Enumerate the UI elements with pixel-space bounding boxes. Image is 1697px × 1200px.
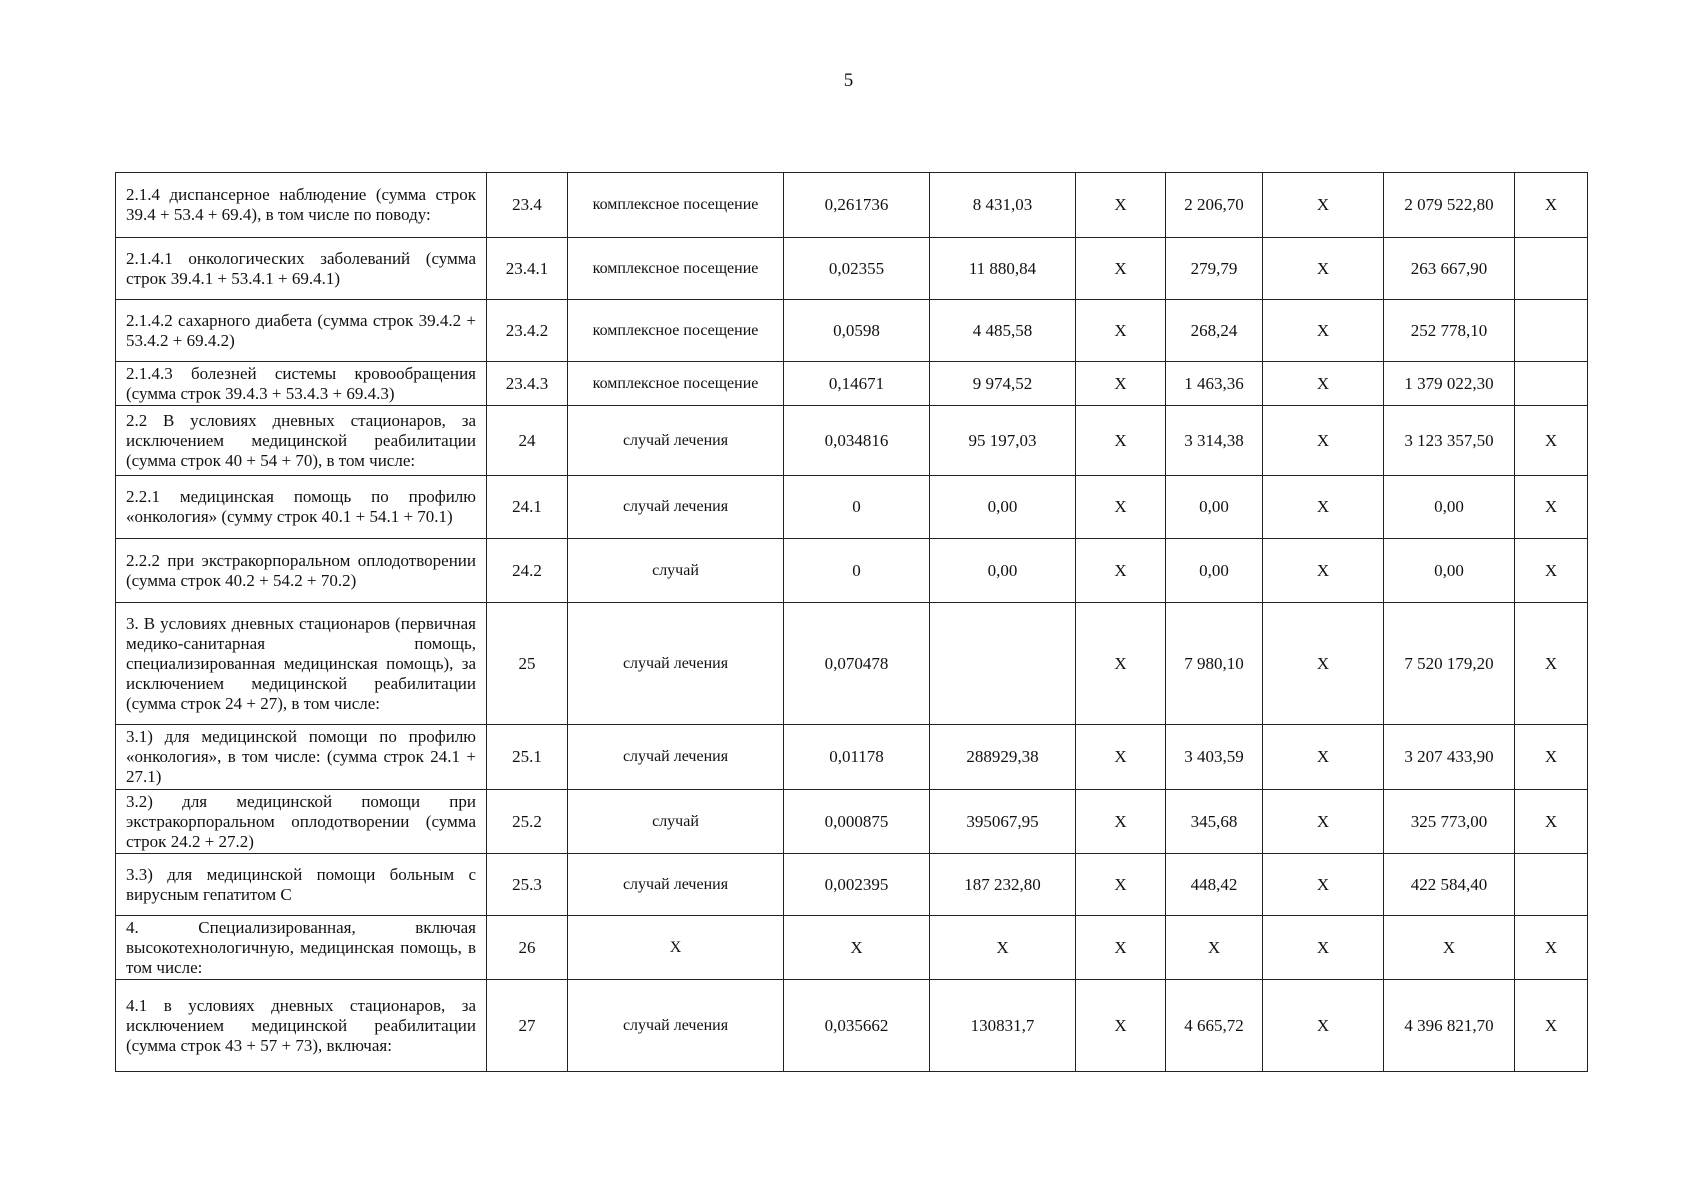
row-total: 3 207 433,90	[1384, 725, 1515, 790]
row-per-capita: 7 980,10	[1166, 603, 1263, 725]
row-total: 252 778,10	[1384, 300, 1515, 362]
row-col-10: Х	[1515, 406, 1588, 476]
row-col-6: Х	[1076, 300, 1166, 362]
row-description: 2.1.4 диспансерное наблюдение (сумма строк 39.4 + 53.4 + 69.4), в том числе по поводу:	[116, 173, 487, 238]
table-row	[116, 300, 1588, 362]
table-row	[116, 406, 1588, 476]
row-code: 25.2	[487, 790, 568, 854]
row-code: 23.4.3	[487, 362, 568, 406]
row-volume-norm: 0,070478	[784, 603, 930, 725]
row-col-8: Х	[1263, 980, 1384, 1072]
row-col-8: Х	[1263, 362, 1384, 406]
row-code: 26	[487, 916, 568, 980]
table-row	[116, 476, 1588, 539]
row-col-10: Х	[1515, 790, 1588, 854]
row-code: 24.2	[487, 539, 568, 603]
row-col-8: Х	[1263, 916, 1384, 980]
row-col-8: Х	[1263, 790, 1384, 854]
row-unit: случай лечения	[568, 980, 784, 1072]
row-per-capita: 0,00	[1166, 539, 1263, 603]
row-total: 0,00	[1384, 539, 1515, 603]
row-unit: случай	[568, 790, 784, 854]
row-volume-norm: 0,034816	[784, 406, 930, 476]
row-col-6: Х	[1076, 406, 1166, 476]
row-unit: Х	[568, 916, 784, 980]
row-unit: комплексное посещение	[568, 362, 784, 406]
row-cost-norm: 0,00	[930, 476, 1076, 539]
row-col-6: Х	[1076, 725, 1166, 790]
row-description: 2.2 В условиях дневных стационаров, за исключением медицинской реабилитации (сумма строк 40 + 54 + 70), в том числе:	[116, 406, 487, 476]
row-col-6: Х	[1076, 476, 1166, 539]
table-row	[116, 539, 1588, 603]
table-row	[116, 362, 1588, 406]
row-volume-norm: 0	[784, 476, 930, 539]
row-code: 24.1	[487, 476, 568, 539]
row-description: 3.1) для медицинской помощи по профилю «онкология», в том числе: (сумма строк 24.1 + 27.1)	[116, 725, 487, 790]
row-col-10: Х	[1515, 725, 1588, 790]
row-cost-norm: 130831,7	[930, 980, 1076, 1072]
row-cost-norm: 0,00	[930, 539, 1076, 603]
table-row	[116, 854, 1588, 916]
row-total: 3 123 357,50	[1384, 406, 1515, 476]
row-col-8: Х	[1263, 725, 1384, 790]
row-unit: случай	[568, 539, 784, 603]
row-description: 4. Специализированная, включая высокотехнологичную, медицинская помощь, в том числе:	[116, 916, 487, 980]
row-col-6: Х	[1076, 980, 1166, 1072]
row-cost-norm: 288929,38	[930, 725, 1076, 790]
row-per-capita: 268,24	[1166, 300, 1263, 362]
row-code: 27	[487, 980, 568, 1072]
row-total: 0,00	[1384, 476, 1515, 539]
row-volume-norm: 0,035662	[784, 980, 930, 1072]
row-volume-norm: 0,02355	[784, 238, 930, 300]
row-cost-norm: Х	[930, 916, 1076, 980]
row-per-capita: 4 665,72	[1166, 980, 1263, 1072]
row-code: 24	[487, 406, 568, 476]
table-row	[116, 725, 1588, 790]
row-col-6: Х	[1076, 238, 1166, 300]
row-unit: случай лечения	[568, 603, 784, 725]
row-description: 2.1.4.2 сахарного диабета (сумма строк 39.4.2 + 53.4.2 + 69.4.2)	[116, 300, 487, 362]
row-description: 2.1.4.1 онкологических заболеваний (сумма строк 39.4.1 + 53.4.1 + 69.4.1)	[116, 238, 487, 300]
row-col-8: Х	[1263, 854, 1384, 916]
row-per-capita: 2 206,70	[1166, 173, 1263, 238]
row-col-10: Х	[1515, 173, 1588, 238]
row-cost-norm: 95 197,03	[930, 406, 1076, 476]
row-col-8: Х	[1263, 539, 1384, 603]
table-row	[116, 980, 1588, 1072]
row-cost-norm: 395067,95	[930, 790, 1076, 854]
row-volume-norm: 0,0598	[784, 300, 930, 362]
row-unit: случай лечения	[568, 476, 784, 539]
row-description: 3. В условиях дневных стационаров (первичная медико-санитарная помощь, специализированная медицинская помощь), за исключением медицинской реабилитации (сумма строк 24 + 27), в том числе:	[116, 603, 487, 725]
row-code: 25.3	[487, 854, 568, 916]
row-total: 2 079 522,80	[1384, 173, 1515, 238]
row-col-8: Х	[1263, 300, 1384, 362]
data-table	[115, 172, 1588, 1072]
row-col-6: Х	[1076, 173, 1166, 238]
row-unit: комплексное посещение	[568, 300, 784, 362]
row-total: Х	[1384, 916, 1515, 980]
row-col-10: Х	[1515, 603, 1588, 725]
row-cost-norm	[930, 603, 1076, 725]
row-per-capita: 448,42	[1166, 854, 1263, 916]
row-code: 25	[487, 603, 568, 725]
row-col-6: Х	[1076, 603, 1166, 725]
row-per-capita: 3 403,59	[1166, 725, 1263, 790]
table-row	[116, 173, 1588, 238]
row-cost-norm: 9 974,52	[930, 362, 1076, 406]
row-per-capita: 345,68	[1166, 790, 1263, 854]
row-description: 2.2.1 медицинская помощь по профилю «онкология» (сумму строк 40.1 + 54.1 + 70.1)	[116, 476, 487, 539]
row-col-6: Х	[1076, 539, 1166, 603]
row-volume-norm: 0,01178	[784, 725, 930, 790]
row-unit: случай лечения	[568, 854, 784, 916]
row-cost-norm: 11 880,84	[930, 238, 1076, 300]
row-volume-norm: 0,261736	[784, 173, 930, 238]
row-description: 2.2.2 при экстракорпоральном оплодотворении (сумма строк 40.2 + 54.2 + 70.2)	[116, 539, 487, 603]
row-col-10: Х	[1515, 980, 1588, 1072]
row-unit: комплексное посещение	[568, 238, 784, 300]
row-code: 23.4.2	[487, 300, 568, 362]
row-col-10: Х	[1515, 476, 1588, 539]
row-per-capita: 279,79	[1166, 238, 1263, 300]
row-total: 7 520 179,20	[1384, 603, 1515, 725]
row-per-capita: Х	[1166, 916, 1263, 980]
row-total: 1 379 022,30	[1384, 362, 1515, 406]
table-row	[116, 603, 1588, 725]
table-row	[116, 790, 1588, 854]
row-cost-norm: 8 431,03	[930, 173, 1076, 238]
row-cost-norm: 187 232,80	[930, 854, 1076, 916]
row-volume-norm: 0,002395	[784, 854, 930, 916]
row-col-6: Х	[1076, 790, 1166, 854]
row-col-10	[1515, 362, 1588, 406]
row-total: 325 773,00	[1384, 790, 1515, 854]
row-description: 4.1 в условиях дневных стационаров, за исключением медицинской реабилитации (сумма строк 43 + 57 + 73), включая:	[116, 980, 487, 1072]
row-col-8: Х	[1263, 173, 1384, 238]
table-row	[116, 238, 1588, 300]
row-code: 23.4	[487, 173, 568, 238]
table-row	[116, 916, 1588, 980]
row-total: 422 584,40	[1384, 854, 1515, 916]
row-unit: случай лечения	[568, 406, 784, 476]
row-per-capita: 0,00	[1166, 476, 1263, 539]
row-volume-norm: Х	[784, 916, 930, 980]
row-col-6: Х	[1076, 854, 1166, 916]
row-total: 263 667,90	[1384, 238, 1515, 300]
row-code: 25.1	[487, 725, 568, 790]
row-col-10: Х	[1515, 916, 1588, 980]
row-description: 2.1.4.3 болезней системы кровообращения (сумма строк 39.4.3 + 53.4.3 + 69.4.3)	[116, 362, 487, 406]
row-total: 4 396 821,70	[1384, 980, 1515, 1072]
row-col-8: Х	[1263, 603, 1384, 725]
row-col-8: Х	[1263, 238, 1384, 300]
row-per-capita: 1 463,36	[1166, 362, 1263, 406]
row-col-10	[1515, 238, 1588, 300]
row-col-8: Х	[1263, 476, 1384, 539]
row-volume-norm: 0,000875	[784, 790, 930, 854]
row-col-8: Х	[1263, 406, 1384, 476]
page-number: 5	[843, 70, 854, 91]
row-code: 23.4.1	[487, 238, 568, 300]
row-cost-norm: 4 485,58	[930, 300, 1076, 362]
row-unit: случай лечения	[568, 725, 784, 790]
row-col-6: Х	[1076, 916, 1166, 980]
row-description: 3.3) для медицинской помощи больным с вирусным гепатитом С	[116, 854, 487, 916]
row-col-10	[1515, 854, 1588, 916]
row-volume-norm: 0,14671	[784, 362, 930, 406]
row-col-10	[1515, 300, 1588, 362]
row-col-6: Х	[1076, 362, 1166, 406]
row-col-10: Х	[1515, 539, 1588, 603]
row-per-capita: 3 314,38	[1166, 406, 1263, 476]
row-volume-norm: 0	[784, 539, 930, 603]
row-description: 3.2) для медицинской помощи при экстракорпоральном оплодотворении (сумма строк 24.2 + 27.2)	[116, 790, 487, 854]
row-unit: комплексное посещение	[568, 173, 784, 238]
